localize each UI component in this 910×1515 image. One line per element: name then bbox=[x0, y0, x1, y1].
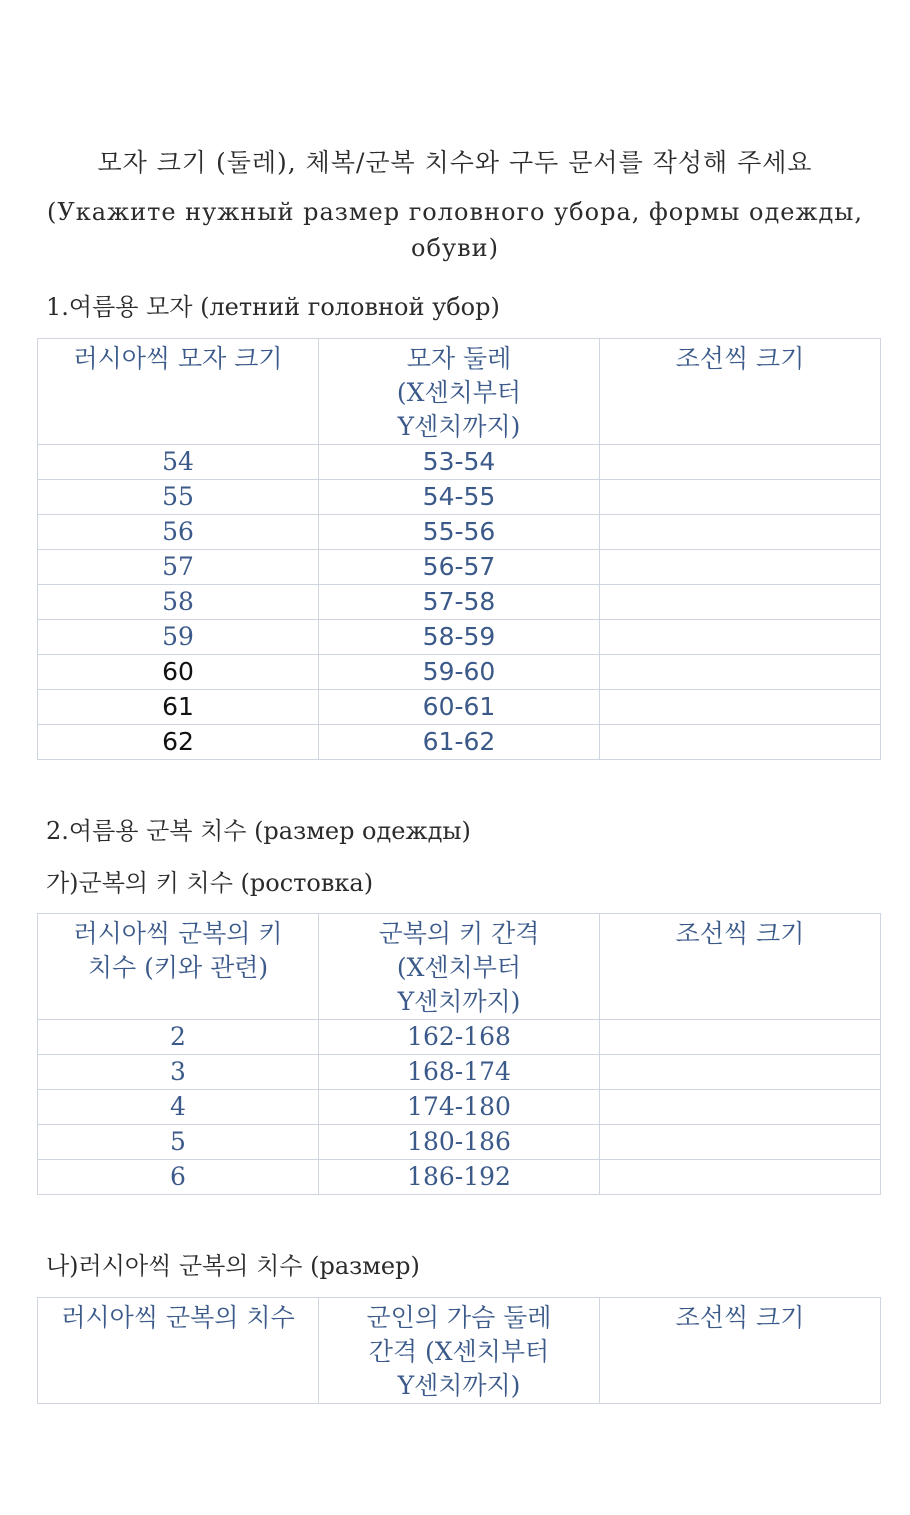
height-korean-size-input[interactable] bbox=[600, 1160, 881, 1195]
height-korean-size-input[interactable] bbox=[600, 1055, 881, 1090]
height-russian-size: 5 bbox=[38, 1125, 319, 1160]
hat-russian-size: 55 bbox=[38, 480, 319, 515]
hat-korean-size-input[interactable] bbox=[600, 585, 881, 620]
hat-header-korean-size: 조선씩 크기 bbox=[600, 339, 881, 445]
section2a-heading: 가)군복의 키 치수 (ростовка) bbox=[46, 869, 374, 897]
height-range: 186-192 bbox=[319, 1160, 600, 1195]
hat-size-table bbox=[37, 338, 881, 760]
hat-circumference: 58-59 bbox=[319, 620, 600, 655]
table-row bbox=[38, 1020, 881, 1055]
table-row bbox=[38, 1090, 881, 1125]
hat-circumference: 53-54 bbox=[319, 445, 600, 480]
table-row bbox=[38, 1125, 881, 1160]
hat-korean-size-input[interactable] bbox=[600, 655, 881, 690]
hat-circumference: 54-55 bbox=[319, 480, 600, 515]
height-korean-size-input[interactable] bbox=[600, 1125, 881, 1160]
height-range: 180-186 bbox=[319, 1125, 600, 1160]
height-russian-size: 6 bbox=[38, 1160, 319, 1195]
hat-korean-size-input[interactable] bbox=[600, 445, 881, 480]
uniform-header-chest-range: 군인의 가슴 둘레 간격 (X센치부터 Y센치까지) bbox=[319, 1298, 600, 1404]
hat-korean-size-input[interactable] bbox=[600, 725, 881, 760]
hat-russian-size: 60 bbox=[38, 655, 319, 690]
hat-circumference: 57-58 bbox=[319, 585, 600, 620]
height-korean-size-input[interactable] bbox=[600, 1020, 881, 1055]
document-title-russian-line2: обуви) bbox=[411, 234, 499, 262]
table-row bbox=[38, 480, 881, 515]
height-russian-size: 4 bbox=[38, 1090, 319, 1125]
uniform-header-korean-size: 조선씩 크기 bbox=[600, 1298, 881, 1404]
hat-russian-size: 54 bbox=[38, 445, 319, 480]
section2b-heading: 나)러시아씩 군복의 치수 (размер) bbox=[46, 1252, 420, 1280]
height-header-range: 군복의 키 간격 (X센치부터 Y센치까지) bbox=[319, 914, 600, 1020]
hat-russian-size: 58 bbox=[38, 585, 319, 620]
hat-russian-size: 57 bbox=[38, 550, 319, 585]
uniform-size-table bbox=[37, 1297, 881, 1404]
table-row bbox=[38, 620, 881, 655]
hat-russian-size: 62 bbox=[38, 725, 319, 760]
table-row bbox=[38, 515, 881, 550]
table-row bbox=[38, 585, 881, 620]
uniform-header-russian-size: 러시아씩 군복의 치수 bbox=[38, 1298, 319, 1404]
hat-circumference: 56-57 bbox=[319, 550, 600, 585]
table-row bbox=[38, 655, 881, 690]
hat-russian-size: 56 bbox=[38, 515, 319, 550]
height-range: 168-174 bbox=[319, 1055, 600, 1090]
hat-circumference: 55-56 bbox=[319, 515, 600, 550]
hat-russian-size: 61 bbox=[38, 690, 319, 725]
table-row bbox=[38, 690, 881, 725]
section1-heading: 1.여름용 모자 (летний головной убор) bbox=[46, 293, 500, 321]
hat-korean-size-input[interactable] bbox=[600, 550, 881, 585]
document-title-korean: 모자 크기 (둘레), 체복/군복 치수와 구두 문서를 작성해 주세요 bbox=[97, 148, 813, 177]
hat-header-circumference: 모자 둘레 (X센치부터 Y센치까지) bbox=[319, 339, 600, 445]
height-range: 174-180 bbox=[319, 1090, 600, 1125]
height-header-korean-size: 조선씩 크기 bbox=[600, 914, 881, 1020]
hat-korean-size-input[interactable] bbox=[600, 480, 881, 515]
uniform-height-table bbox=[37, 913, 881, 1195]
height-range: 162-168 bbox=[319, 1020, 600, 1055]
hat-russian-size: 59 bbox=[38, 620, 319, 655]
hat-korean-size-input[interactable] bbox=[600, 690, 881, 725]
table-row bbox=[38, 1055, 881, 1090]
hat-circumference: 60-61 bbox=[319, 690, 600, 725]
height-korean-size-input[interactable] bbox=[600, 1090, 881, 1125]
hat-korean-size-input[interactable] bbox=[600, 515, 881, 550]
hat-circumference: 61-62 bbox=[319, 725, 600, 760]
hat-header-russian-size: 러시아씩 모자 크기 bbox=[38, 339, 319, 445]
table-row bbox=[38, 445, 881, 480]
hat-circumference: 59-60 bbox=[319, 655, 600, 690]
table-row bbox=[38, 1160, 881, 1195]
document-title-russian-line1: (Укажите нужный размер головного убора, формы одежды, bbox=[46, 198, 864, 226]
height-russian-size: 2 bbox=[38, 1020, 319, 1055]
height-russian-size: 3 bbox=[38, 1055, 319, 1090]
table-row bbox=[38, 725, 881, 760]
section2-heading: 2.여름용 군복 치수 (размер одежды) bbox=[46, 817, 471, 845]
height-header-russian-size: 러시아씩 군복의 키 치수 (키와 관련) bbox=[38, 914, 319, 1020]
table-row bbox=[38, 550, 881, 585]
hat-korean-size-input[interactable] bbox=[600, 620, 881, 655]
